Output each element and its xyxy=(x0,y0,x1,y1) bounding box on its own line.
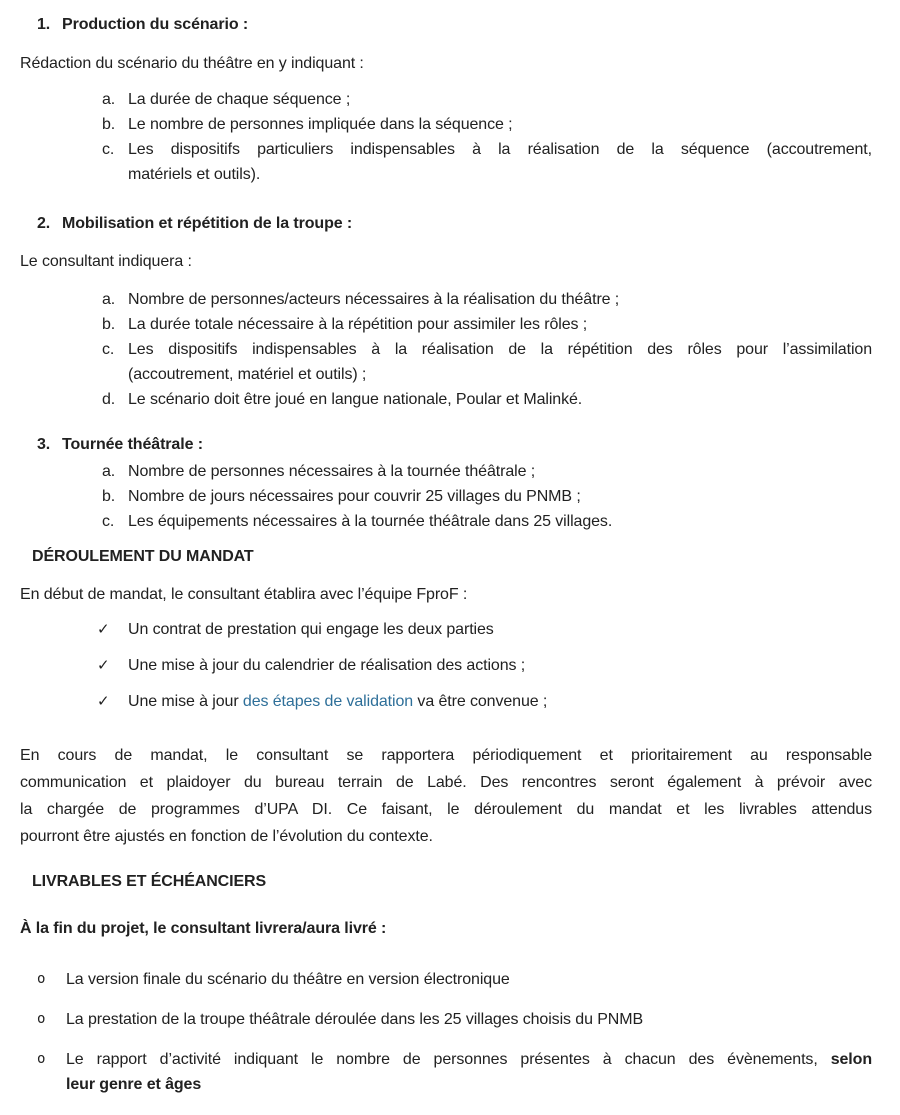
list-marker: c. xyxy=(102,513,115,530)
list-item xyxy=(20,287,872,312)
list-item xyxy=(20,484,872,509)
list-marker: d. xyxy=(102,391,116,408)
list-item xyxy=(20,112,872,137)
list-item-text-line1: Les dispositifs particuliers indispensables à la réalisation de la séquence (accoutrement, xyxy=(128,141,872,158)
paragraph-fin-projet: À la fin du projet, le consultant livrera/aura livré : xyxy=(20,920,387,937)
list-item-text: Les équipements nécessaires à la tournée théâtrale dans 25 villages. xyxy=(128,513,613,530)
check-icon: ✓ xyxy=(97,621,110,638)
list-item-text: va être convenue ; xyxy=(413,693,548,710)
list-item-text-line2 xyxy=(66,1072,872,1097)
list-item xyxy=(20,337,872,387)
list-item xyxy=(20,1047,872,1097)
section-number: 3. xyxy=(37,436,51,453)
list-item xyxy=(20,509,872,534)
list-item xyxy=(20,653,872,678)
lettered-list-mobilisation xyxy=(20,287,872,412)
list-item xyxy=(20,689,872,714)
circle-bullet-icon: o xyxy=(37,1011,46,1027)
section-number: 2. xyxy=(37,215,51,232)
paragraph-line: En cours de mandat, le consultant se rapportera périodiquement et prioritairement au responsable xyxy=(20,747,872,764)
circle-bullet-icon: o xyxy=(37,1051,46,1067)
section-heading-tournee xyxy=(20,432,872,457)
list-item-text-line1: Les dispositifs indispensables à la réalisation de la répétition des rôles pour l’assimilation xyxy=(128,341,872,358)
list-item-text: Un contrat de prestation qui engage les deux parties xyxy=(128,621,494,638)
check-icon: ✓ xyxy=(97,657,110,674)
lettered-list-production xyxy=(20,87,872,187)
list-item-text-line1 xyxy=(66,1047,872,1072)
list-item xyxy=(20,312,872,337)
list-item-text: Nombre de jours nécessaires pour couvrir 25 villages du PNMB ; xyxy=(128,488,581,505)
section-title: Production du scénario : xyxy=(62,16,249,33)
check-list xyxy=(20,617,872,714)
list-item xyxy=(20,967,872,992)
list-marker: c. xyxy=(102,141,115,158)
list-item xyxy=(20,1007,872,1032)
section-number: 1. xyxy=(37,16,51,33)
paragraph-cours-mandat xyxy=(20,742,872,850)
list-marker: a. xyxy=(102,463,116,480)
list-item-text: Le scénario doit être joué en langue nationale, Poular et Malinké. xyxy=(128,391,583,408)
circle-bullet-icon: o xyxy=(37,971,46,987)
list-item-text: Nombre de personnes/acteurs nécessaires à la réalisation du théâtre ; xyxy=(128,291,620,308)
list-item xyxy=(20,387,872,412)
section-heading-production xyxy=(20,12,872,37)
section-heading-mobilisation xyxy=(20,211,872,236)
paragraph-consultant-intro: Le consultant indiquera : xyxy=(20,253,192,270)
list-item xyxy=(20,137,872,187)
paragraph-line: pourront être ajustés en fonction de l’évolution du contexte. xyxy=(20,828,433,845)
list-item xyxy=(20,459,872,484)
heading-deroulement-mandat: DÉROULEMENT DU MANDAT xyxy=(32,548,254,565)
check-icon: ✓ xyxy=(97,693,110,710)
list-item-text: Une mise à jour du calendrier de réalisation des actions ; xyxy=(128,657,526,674)
list-marker: a. xyxy=(102,291,116,308)
list-item-text: La durée totale nécessaire à la répétition pour assimiler les rôles ; xyxy=(128,316,588,333)
list-item-text: Le nombre de personnes impliquée dans la séquence ; xyxy=(128,116,513,133)
list-item-text: Nombre de personnes nécessaires à la tournée théâtrale ; xyxy=(128,463,536,480)
circle-bullet-list xyxy=(20,967,872,1097)
lettered-list-tournee xyxy=(20,459,872,534)
list-marker: b. xyxy=(102,116,116,133)
list-item xyxy=(20,617,872,642)
heading-livrables-echeanciers: LIVRABLES ET ÉCHÉANCIERS xyxy=(32,873,267,890)
list-item-text: La version finale du scénario du théâtre en version électronique xyxy=(66,971,510,988)
list-marker: b. xyxy=(102,316,116,333)
list-marker: b. xyxy=(102,488,116,505)
list-item-text-bold: selon xyxy=(830,1051,872,1068)
paragraph-redaction-intro: Rédaction du scénario du théâtre en y indiquant : xyxy=(20,55,364,72)
list-item-text-line2: (accoutrement, matériel et outils) ; xyxy=(128,366,367,383)
etapes-validation-link[interactable]: des étapes de validation xyxy=(242,693,414,710)
list-item-text-line2: matériels et outils). xyxy=(128,166,261,183)
section-title: Mobilisation et répétition de la troupe : xyxy=(62,215,353,232)
paragraph-line: la chargée de programmes d’UPA DI. Ce faisant, le déroulement du mandat et les livrables attendus xyxy=(20,801,872,818)
list-marker: a. xyxy=(102,91,116,108)
section-title: Tournée théâtrale : xyxy=(62,436,203,453)
list-item-text: Une mise à jour xyxy=(128,693,243,710)
list-item xyxy=(20,87,872,112)
list-marker: c. xyxy=(102,341,115,358)
list-item-text: Le rapport d’activité indiquant le nombre de personnes présentes à chacun des évènements, xyxy=(66,1051,818,1068)
list-item-text: La prestation de la troupe théâtrale déroulée dans les 25 villages choisis du PNMB xyxy=(66,1011,644,1028)
paragraph-debut-mandat: En début de mandat, le consultant établira avec l’équipe FproF : xyxy=(20,586,468,603)
list-item-text: La durée de chaque séquence ; xyxy=(128,91,351,108)
paragraph-line: communication et plaidoyer du bureau terrain de Labé. Des rencontres seront également à prévoir avec xyxy=(20,774,872,791)
list-item-text-bold: leur genre et âges xyxy=(66,1076,202,1093)
